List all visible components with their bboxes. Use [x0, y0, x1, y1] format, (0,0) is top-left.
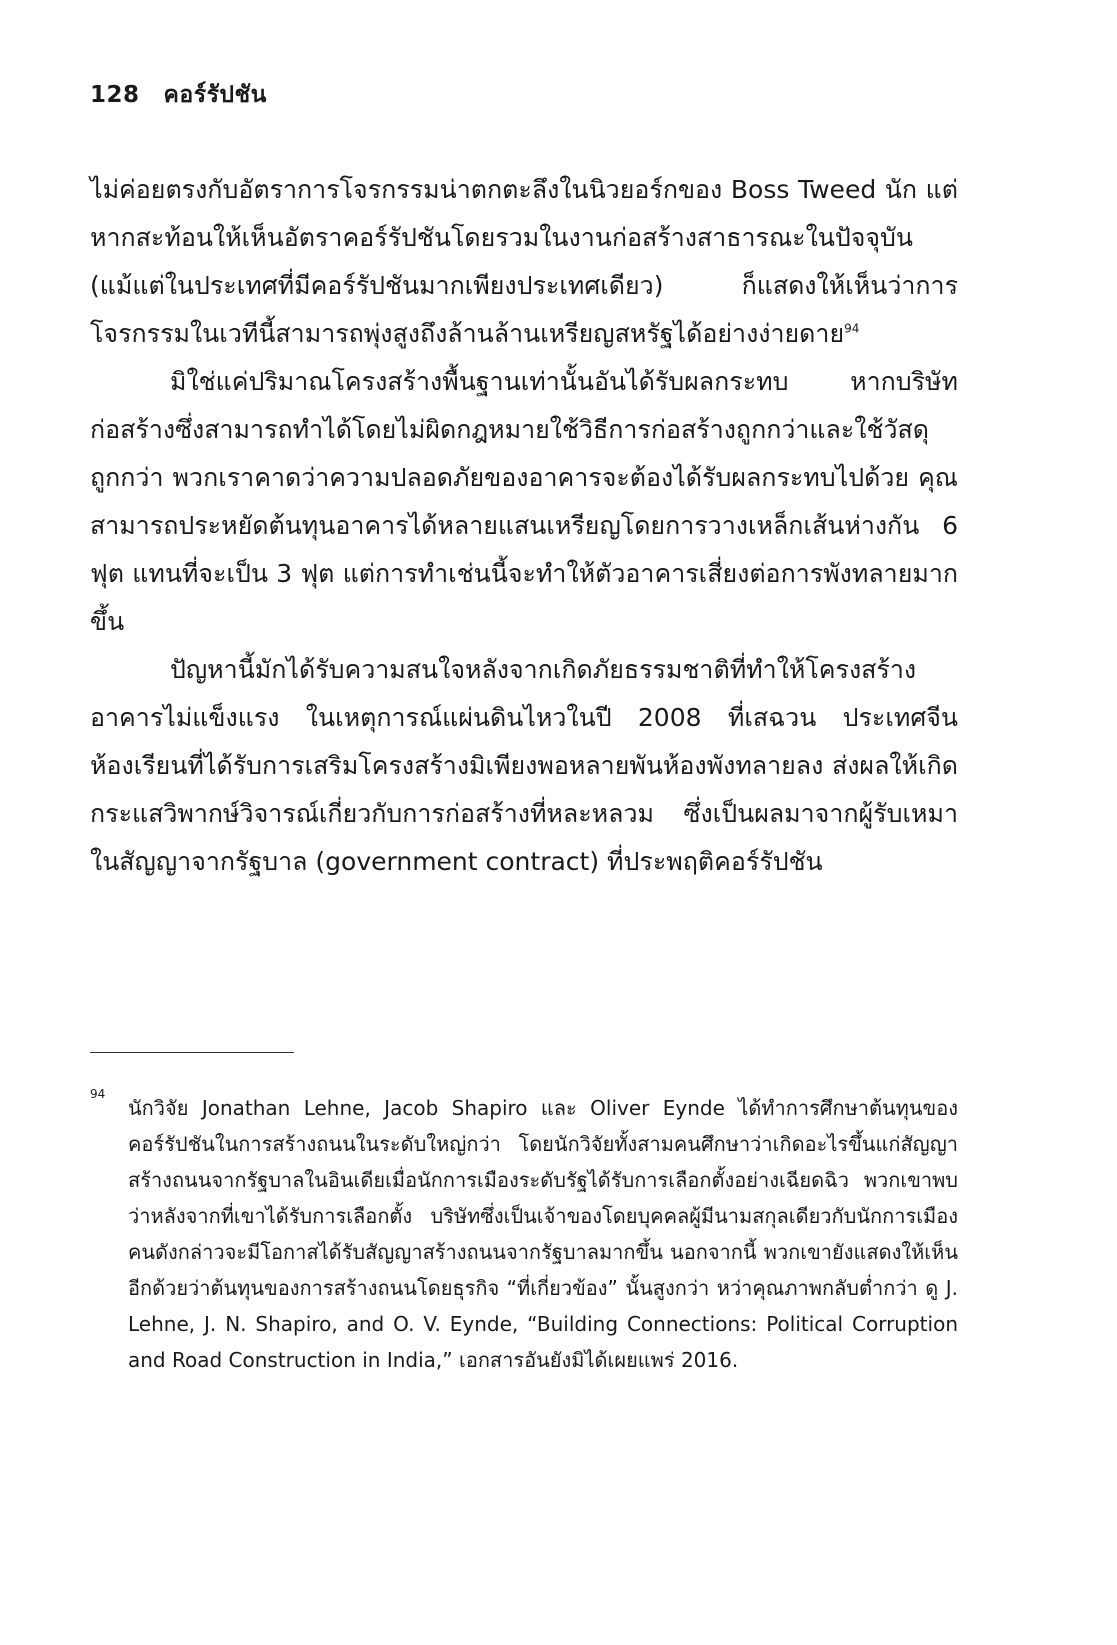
paragraph-2: มิใช่แค่ปริมาณโครงสร้างพื้นฐานเท่านั้นอันได้รับผลกระทบ หากบริษัทก่อสร้างซึ่งสามารถทำได้โดยไม่ผิดกฎหมายใช้วิธีการก่อสร้างถูกกว่าและใช้วัสดุถูกกว่า พวกเราคาดว่าความปลอดภัยของอาคารจะต้องได้รับผลกระทบไปด้วย คุณสามารถประหยัดต้นทุนอาคารได้หลายแสนเหรียญโดยการวางเหล็กเส้นห่างกัน 6 ฟุต แทนที่จะเป็น 3 ฟุต แต่การทำเช่นนี้จะทำให้ตัวอาคารเสี่ยงต่อการพังทลายมากขึ้น: [90, 367, 958, 636]
running-title: คอร์รัปชัน: [163, 82, 267, 108]
footnote: [90, 1087, 958, 1378]
paragraph-3: ปัญหานี้มักได้รับความสนใจหลังจากเกิดภัยธรรมชาติที่ทำให้โครงสร้างอาคารไม่แข็งแรง ในเหตุการณ์แผ่นดินไหวในปี 2008 ที่เสฉวน ประเทศจีน ห้องเรียนที่ได้รับการเสริมโครงสร้างมิเพียงพอหลายพันห้องพังทลายลง ส่งผลให้เกิดกระแสวิพากษ์วิจารณ์เกี่ยวกับการก่อสร้างที่หละหลวม ซึ่งเป็นผลมาจากผู้รับเหมาในสัญญาจากรัฐบาล (government contract) ที่ประพฤติคอร์รัปชัน: [90, 655, 958, 876]
footnote-ref[interactable]: 94: [844, 321, 860, 336]
page-number: 128: [90, 82, 140, 108]
paragraph-1-text: ไม่ค่อยตรงกับอัตราการโจรกรรมน่าตกตะลึงในนิวยอร์กของ Boss Tweed นัก แต่หากสะท้อนให้เห็นอัตราคอร์รัปชันโดยรวมในงานก่อสร้างสาธารณะในปัจจุบัน (แม้แต่ในประเทศที่มีคอร์รัปชันมากเพียงประเทศเดียว) ก็แสดงให้เห็นว่าการโจรกรรมในเวทีนี้สามารถพุ่งสูงถึงล้านล้านเหรียญสหรัฐได้อย่างง่ายดาย: [90, 175, 958, 348]
footnote-text: นักวิจัย Jonathan Lehne, Jacob Shapiro และ Oliver Eynde ได้ทำการศึกษาต้นทุนของคอร์รัปชันในการสร้างถนนในระดับใหญ่กว่า โดยนักวิจัยทั้งสามคนศึกษาว่าเกิดอะไรขึ้นแก่สัญญาสร้างถนนจากรัฐบาลในอินเดียเมื่อนักการเมืองระดับรัฐได้รับการเลือกตั้งอย่างเฉียดฉิว พวกเขาพบว่าหลังจากที่เขาได้รับการเลือกตั้ง บริษัทซึ่งเป็นเจ้าของโดยบุคคลผู้มีนามสกุลเดียวกับนักการเมืองคนดังกล่าวจะมีโอกาสได้รับสัญญาสร้างถนนจากรัฐบาลมากขึ้น นอกจากนี้ พวกเขายังแสดงให้เห็นอีกด้วยว่าต้นทุนของการสร้างถนนโดยธุรกิจ “ที่เกี่ยวข้อง” นั้นสูงกว่า หว่าคุณภาพกลับต่ำกว่า ดู J. Lehne, J. N. Shapiro, and O. V. Eynde, “Building Connections: Political Corruption and Road Construction in India,” เอกสารอันยังมิได้เผยแพร่ 2016.: [128, 1096, 958, 1372]
book-page: [90, 0, 958, 1645]
running-header: [90, 78, 267, 112]
paragraph-1: [90, 166, 958, 358]
footnote-number: 94: [90, 1087, 106, 1101]
body-text: [90, 166, 958, 886]
footnote-separator: [90, 1052, 294, 1053]
